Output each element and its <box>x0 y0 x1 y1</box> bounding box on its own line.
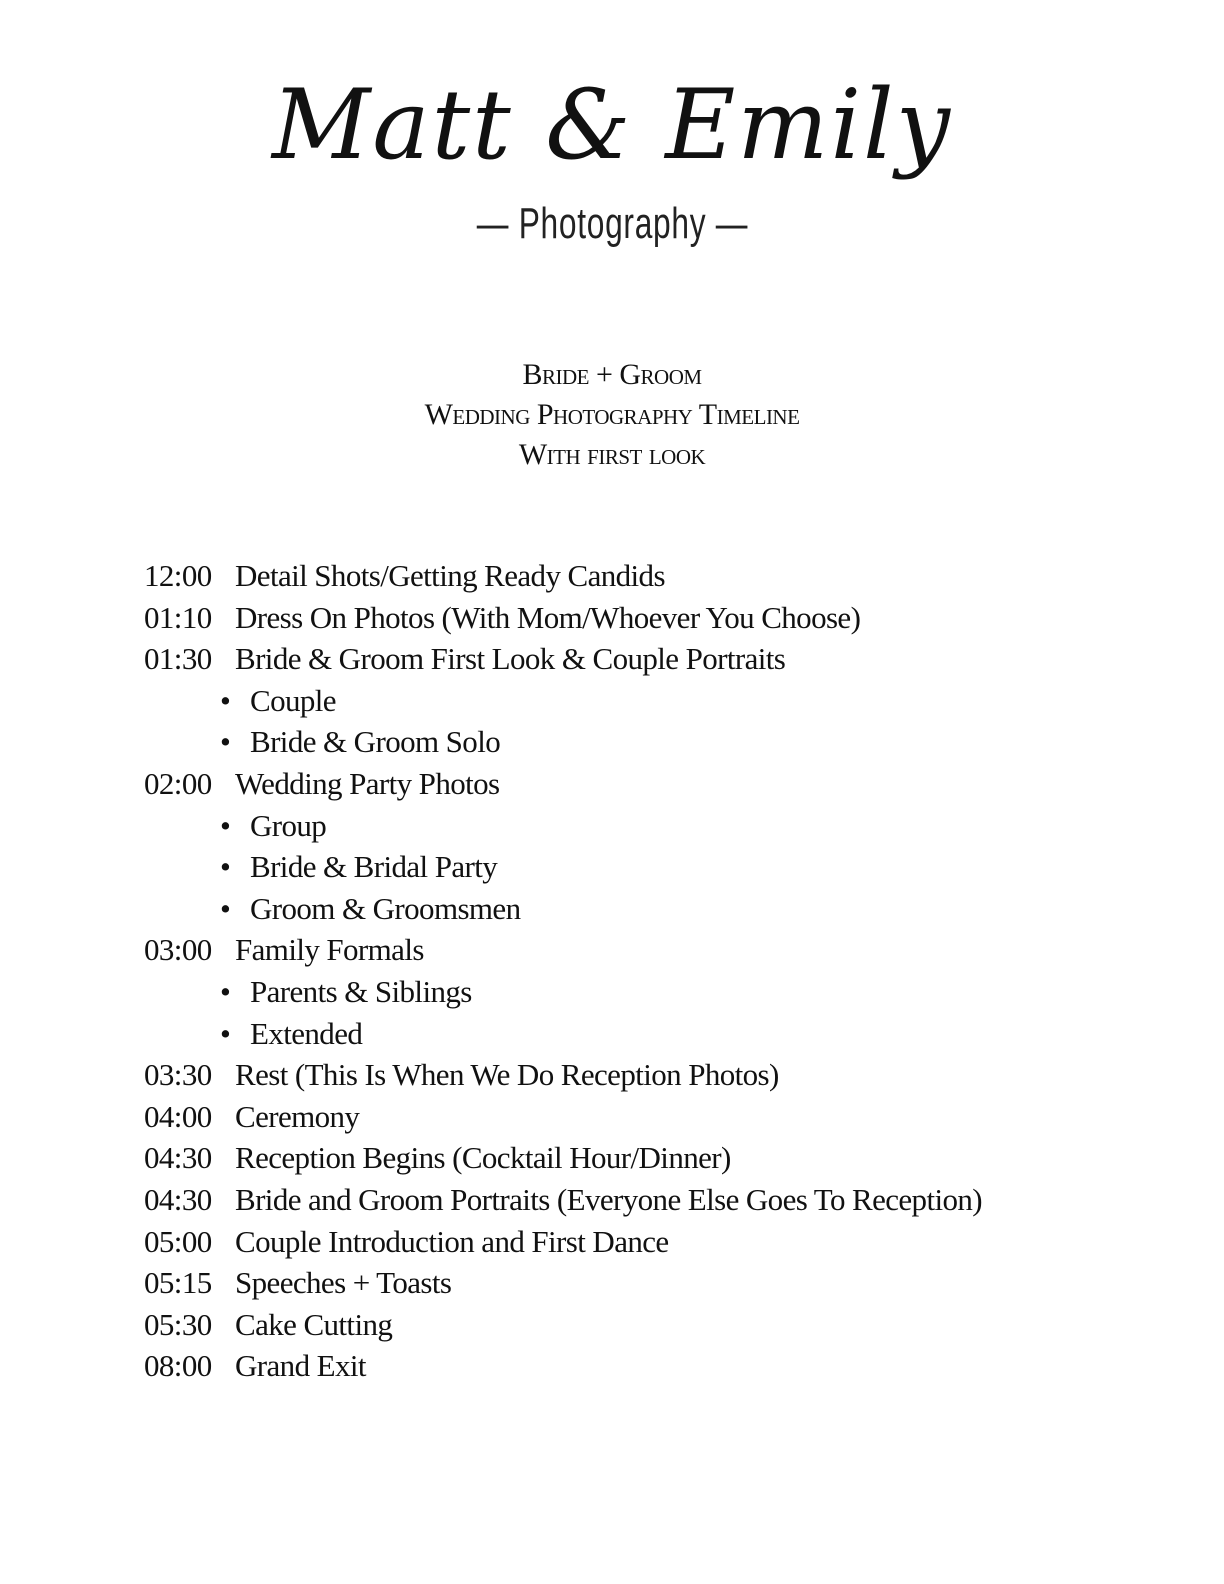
timeline-sub-item <box>144 683 1164 725</box>
timeline-label: Ceremony <box>235 1098 360 1134</box>
bullet-icon: • <box>220 807 231 843</box>
timeline-row <box>144 1140 1164 1182</box>
timeline-label: Wedding Party Photos <box>235 765 500 801</box>
timeline-label: Dress On Photos (With Mom/Whoever You Choose) <box>235 599 861 635</box>
document-title <box>0 355 1224 475</box>
timeline-sub-item <box>144 974 1164 1016</box>
timeline-label: Speeches + Toasts <box>235 1265 452 1301</box>
timeline-list <box>144 558 1164 1390</box>
timeline-time: 05:15 <box>144 1265 212 1301</box>
timeline-label: Detail Shots/Getting Ready Candids <box>235 558 665 593</box>
timeline-label: Bride & Groom First Look & Couple Portraits <box>235 641 786 677</box>
timeline-sub-label: Extended <box>250 1015 363 1051</box>
timeline-row <box>144 1182 1164 1224</box>
timeline-row <box>144 641 1164 683</box>
timeline-label: Grand Exit <box>235 1348 366 1384</box>
timeline-sub-label: Parents & Siblings <box>250 973 472 1009</box>
timeline-time: 12:00 <box>144 558 212 593</box>
timeline-time: 04:30 <box>144 1181 212 1217</box>
logo-script-text: Matt & Emily <box>272 69 952 181</box>
logo <box>0 60 1224 254</box>
timeline-time: 05:00 <box>144 1223 212 1259</box>
timeline-sub-item <box>144 724 1164 766</box>
timeline-row <box>144 1307 1164 1349</box>
timeline-time: 02:00 <box>144 765 212 801</box>
timeline-sub-label: Group <box>250 807 327 843</box>
bullet-icon: • <box>220 849 231 885</box>
timeline-label: Bride and Groom Portraits (Everyone Else Goes To Reception) <box>235 1181 983 1217</box>
timeline-time: 01:10 <box>144 599 212 635</box>
timeline-sub-item <box>144 808 1164 850</box>
timeline-time: 03:30 <box>144 1057 212 1093</box>
bullet-icon: • <box>220 890 231 926</box>
bullet-icon: • <box>220 1015 231 1051</box>
bullet-icon: • <box>220 973 231 1009</box>
timeline-sub-item <box>144 891 1164 933</box>
timeline-time: 05:30 <box>144 1306 212 1342</box>
timeline-label: Rest (This Is When We Do Reception Photos) <box>235 1057 779 1093</box>
timeline-sub-label: Bride & Bridal Party <box>250 849 498 885</box>
title-line-1: Bride + Groom <box>522 358 702 391</box>
timeline-sub-item <box>144 1016 1164 1058</box>
timeline-sub-item <box>144 849 1164 891</box>
timeline-row <box>144 1057 1164 1099</box>
title-line-3: With first look <box>518 438 706 471</box>
bullet-icon: • <box>220 682 231 718</box>
timeline-label: Cake Cutting <box>235 1306 393 1342</box>
logo-subtitle: — Photography — <box>476 199 748 248</box>
timeline-row <box>144 766 1164 808</box>
timeline-label: Reception Begins (Cocktail Hour/Dinner) <box>235 1140 731 1176</box>
timeline-row <box>144 932 1164 974</box>
bullet-icon: • <box>220 724 231 760</box>
timeline-sub-label: Groom & Groomsmen <box>250 890 521 926</box>
timeline-row <box>144 1348 1164 1390</box>
timeline-row <box>144 558 1164 600</box>
title-line-2: Wedding Photography Timeline <box>424 398 800 431</box>
timeline-time: 08:00 <box>144 1348 212 1384</box>
timeline-time: 04:30 <box>144 1140 212 1176</box>
timeline-time: 04:00 <box>144 1098 212 1134</box>
timeline-label: Family Formals <box>235 932 424 968</box>
timeline-row <box>144 1224 1164 1266</box>
timeline-row <box>144 600 1164 642</box>
timeline-time: 03:00 <box>144 932 212 968</box>
timeline-sub-label: Bride & Groom Solo <box>250 724 501 760</box>
timeline-time: 01:30 <box>144 641 212 677</box>
timeline-row <box>144 1099 1164 1141</box>
timeline-sub-label: Couple <box>250 682 336 718</box>
timeline-row <box>144 1265 1164 1307</box>
timeline-label: Couple Introduction and First Dance <box>235 1223 669 1259</box>
